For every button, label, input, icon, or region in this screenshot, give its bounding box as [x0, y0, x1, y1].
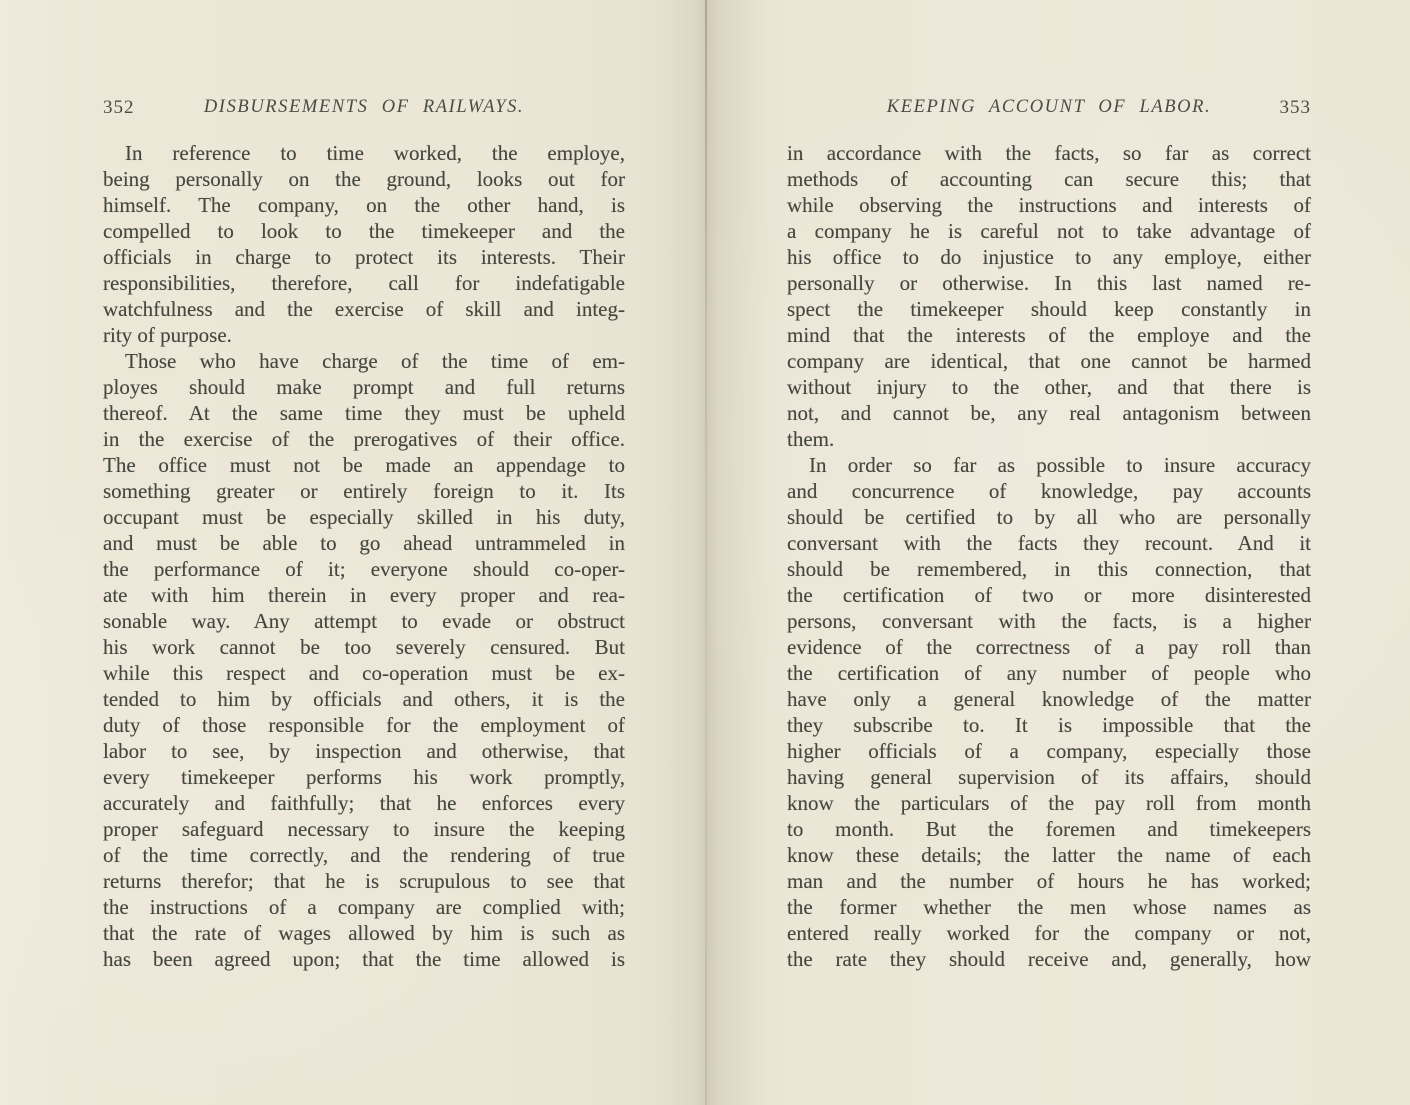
text-line: to month. But the foremen and timekeepers	[787, 817, 1311, 841]
text-line: occupant must be especially skilled in his duty,	[103, 505, 625, 529]
text-line: a company he is careful not to take advantage of	[787, 219, 1311, 243]
left-running-head	[103, 97, 625, 121]
text-line: ate with him therein in every proper and rea-	[103, 583, 625, 607]
right-page-column	[787, 97, 1311, 971]
text-line: in accordance with the facts, so far as correct	[787, 141, 1311, 165]
left-page-number: 352	[103, 97, 135, 118]
right-page	[705, 0, 1410, 1105]
text-line: and concurrence of knowledge, pay accounts	[787, 479, 1311, 503]
left-running-head-title: DISBURSEMENTS OF RAILWAYS.	[203, 97, 525, 117]
text-line: accurately and faithfully; that he enforces every	[103, 791, 625, 815]
text-line: man and the number of hours he has worked;	[787, 869, 1311, 893]
text-line: In order so far as possible to insure accuracy	[809, 453, 1311, 477]
text-line: something greater or entirely foreign to it. Its	[103, 479, 625, 503]
text-line: returns therefor; that he is scrupulous to see that	[103, 869, 625, 893]
text-line: has been agreed upon; that the time allowed is	[103, 947, 625, 971]
text-line: should be remembered, in this connection, that	[787, 557, 1311, 581]
left-page-column	[103, 97, 625, 971]
right-running-head	[787, 97, 1311, 121]
text-line: tended to him by officials and others, it is the	[103, 687, 625, 711]
right-running-head-title: KEEPING ACCOUNT OF LABOR.	[886, 97, 1212, 117]
text-line: his office to do injustice to any employe, either	[787, 245, 1311, 269]
text-line: the certification of any number of people who	[787, 661, 1311, 685]
text-line: the rate they should receive and, generally, how	[787, 947, 1311, 971]
text-line: sonable way. Any attempt to evade or obstruct	[103, 609, 625, 633]
text-line: company are identical, that one cannot be harmed	[787, 349, 1311, 373]
right-page-number: 353	[1279, 97, 1311, 118]
text-line: officials in charge to protect its interests. Their	[103, 245, 625, 269]
text-line: proper safeguard necessary to insure the keeping	[103, 817, 625, 841]
text-line: methods of accounting can secure this; that	[787, 167, 1311, 191]
text-line: entered really worked for the company or not,	[787, 921, 1311, 945]
text-line: in the exercise of the prerogatives of their office.	[103, 427, 625, 451]
text-line: personally or otherwise. In this last named re-	[787, 271, 1311, 295]
text-line: not, and cannot be, any real antagonism between	[787, 401, 1311, 425]
text-line: being personally on the ground, looks out for	[103, 167, 625, 191]
text-line: of the time correctly, and the rendering of true	[103, 843, 625, 867]
text-line: his work cannot be too severely censured. But	[103, 635, 625, 659]
text-line: the instructions of a company are complied with;	[103, 895, 625, 919]
text-line: rity of purpose.	[103, 323, 232, 347]
text-line: higher officials of a company, especially those	[787, 739, 1311, 763]
text-line: every timekeeper performs his work promptly,	[103, 765, 625, 789]
text-line: know the particulars of the pay roll from month	[787, 791, 1311, 815]
text-line: the performance of it; everyone should co-oper-	[103, 557, 625, 581]
text-line: that the rate of wages allowed by him is such as	[103, 921, 625, 945]
left-page-body	[103, 140, 625, 972]
text-line: watchfulness and the exercise of skill and integ-	[103, 297, 625, 321]
text-line: having general supervision of its affairs, should	[787, 765, 1311, 789]
text-line: and must be able to go ahead untrammeled in	[103, 531, 625, 555]
text-line: thereof. At the same time they must be upheld	[103, 401, 625, 425]
text-line: ployes should make prompt and full returns	[103, 375, 625, 399]
text-line: himself. The company, on the other hand, is	[103, 193, 625, 217]
text-line: the former whether the men whose names as	[787, 895, 1311, 919]
text-line: mind that the interests of the employe and the	[787, 323, 1311, 347]
text-line: know these details; the latter the name of each	[787, 843, 1311, 867]
text-line: labor to see, by inspection and otherwise, that	[103, 739, 625, 763]
text-line: they subscribe to. It is impossible that the	[787, 713, 1311, 737]
text-line: spect the timekeeper should keep constantly in	[787, 297, 1311, 321]
text-line: Those who have charge of the time of em-	[125, 349, 625, 373]
text-line: The office must not be made an appendage to	[103, 453, 625, 477]
text-line: have only a general knowledge of the matter	[787, 687, 1311, 711]
text-line: duty of those responsible for the employment of	[103, 713, 625, 737]
text-line: conversant with the facts they recount. And it	[787, 531, 1311, 555]
text-line: compelled to look to the timekeeper and the	[103, 219, 625, 243]
text-line: In reference to time worked, the employe,	[125, 141, 625, 165]
text-line: should be certified to by all who are personally	[787, 505, 1311, 529]
text-line: responsibilities, therefore, call for indefatigable	[103, 271, 625, 295]
text-line: the certification of two or more disinterested	[787, 583, 1311, 607]
text-line: while observing the instructions and interests of	[787, 193, 1311, 217]
text-line: evidence of the correctness of a pay roll than	[787, 635, 1311, 659]
text-line: while this respect and co-operation must be ex-	[103, 661, 625, 685]
text-line: them.	[787, 427, 835, 451]
text-line: without injury to the other, and that there is	[787, 375, 1311, 399]
right-page-body	[787, 140, 1311, 972]
text-line: persons, conversant with the facts, is a higher	[787, 609, 1311, 633]
